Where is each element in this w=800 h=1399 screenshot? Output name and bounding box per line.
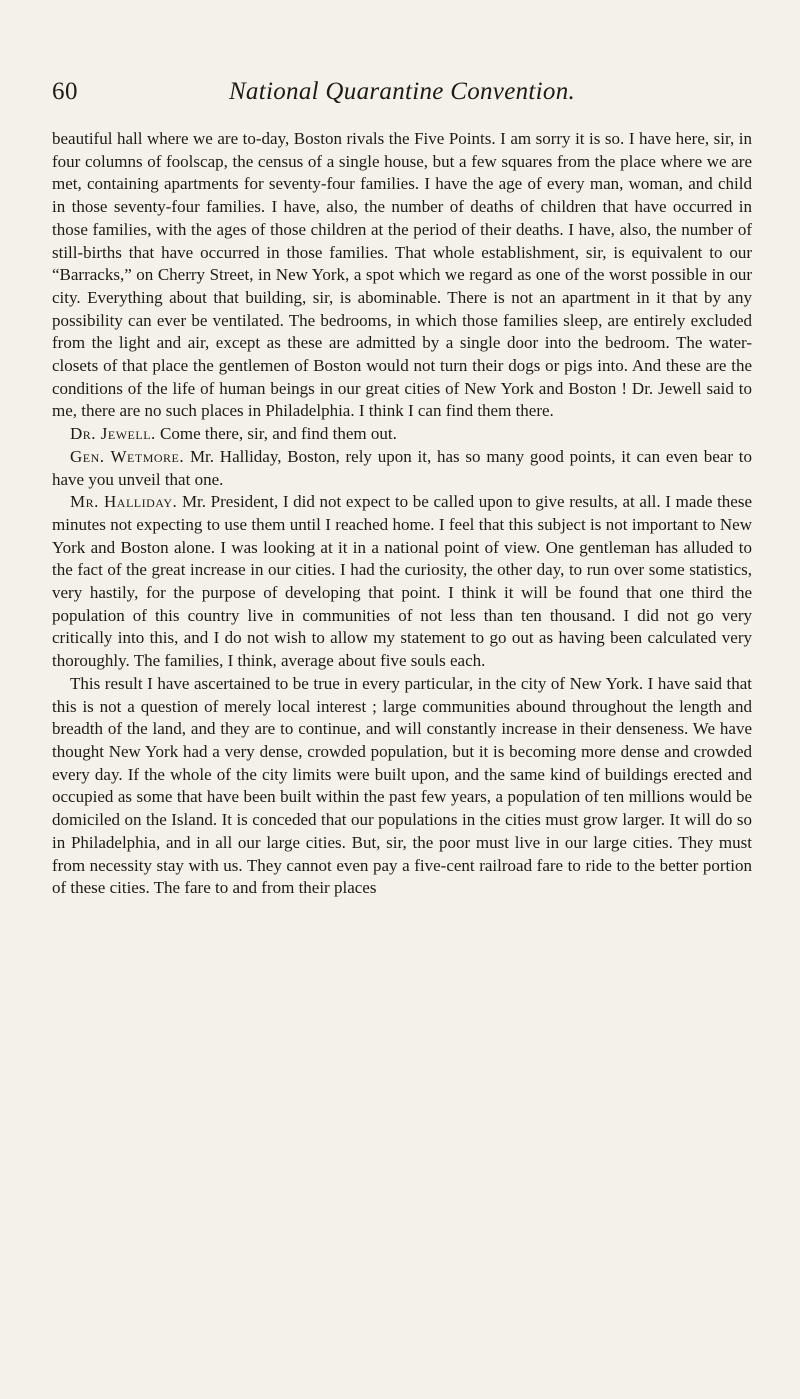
- paragraph-text: This result I have ascertained to be true in every particular, in the city of New York. I have said that this is not a question of merely local interest ; large communities abound throughout the length and breadth of the land, and they are to continue, and will constantly increase in their denseness. We have thought New York had a very dense, crowded population, but it is becoming more dense and crowded every day. If the whole of the city limits were built upon, and the same kind of buildings erected and occupied as some that have been built within the past few years, a population of ten millions would be domiciled on the Island. It is conceded that our populations in the cities must grow larger. It will do so in Philadelphia, and in all our large cities. But, sir, the poor must live in our large cities. They must from necessity stay with us. They cannot even pay a five-cent railroad fare to ride to the better portion of these cities. The fare to and from their places: [52, 673, 752, 898]
- paragraph-text: Come there, sir, and find them out.: [160, 424, 397, 444]
- body-text: [52, 128, 752, 900]
- paragraph: [52, 491, 752, 673]
- page-header: [52, 78, 752, 114]
- paragraph-text: Mr. President, I did not expect to be called upon to give results, at all. I made these minutes not expecting to use them until I reached home. I feel that this subject is not important to New York and Boston alone. I was looking at it in a national point of view. One gentleman has alluded to the fact of the great increase in our cities. I had the curiosity, the other day, to run over some statistics, very hastily, for the purpose of developing that point. I think it will be found that one third the population of this country live in communities of not less than ten thousand. I did not go very critically into this, and I do not wish to allow my statement to go out as having been calculated very thoroughly. The families, I think, average about five souls each.: [52, 492, 753, 671]
- paragraph: [52, 673, 752, 900]
- page-number: 60: [52, 78, 78, 105]
- running-title: National Quarantine Convention.: [228, 78, 576, 105]
- paragraph-text: Mr. Halliday, Boston, rely upon it, has so many good points, it can even bear to have you unveil that one.: [52, 446, 753, 489]
- paragraph: [52, 446, 752, 491]
- speaker-name: Gen. Wetmore.: [70, 446, 185, 466]
- speaker-name: Mr. Halliday.: [70, 492, 178, 512]
- paragraph: [52, 128, 752, 423]
- paragraph: [52, 423, 752, 446]
- paragraph-text: beautiful hall where we are to-day, Boston rivals the Five Points. I am sorry it is so. I have here, sir, in four columns of foolscap, the census of a single house, but a few squares from the place where we are met, containing apartments for seventy-four families. I have the age of every man, woman, and child in those seventy-four families. I have, also, the number of deaths of children that have occurred in those families, with the ages of those children at the period of their deaths. I have, also, the number of still-births that have occurred in those families. That whole establishment, sir, is equivalent to our “Barracks,” on Cherry Street, in New York, a spot which we regard as one of the worst possible in our city. Everything about that building, sir, is abominable. There is not an apartment in it that by any possibility can ever be ventilated. The bedrooms, in which those families sleep, are entirely excluded from the light and air, except as these are admitted by a single door into the bedroom. The water-closets of that place the gentlemen of Boston would not turn their dogs or pigs into. And these are the conditions of the life of human beings in our great cities of New York and Boston ! Dr. Jewell said to me, there are no such places in Philadelphia. I think I can find them there.: [52, 129, 752, 421]
- speaker-name: Dr. Jewell.: [70, 424, 156, 444]
